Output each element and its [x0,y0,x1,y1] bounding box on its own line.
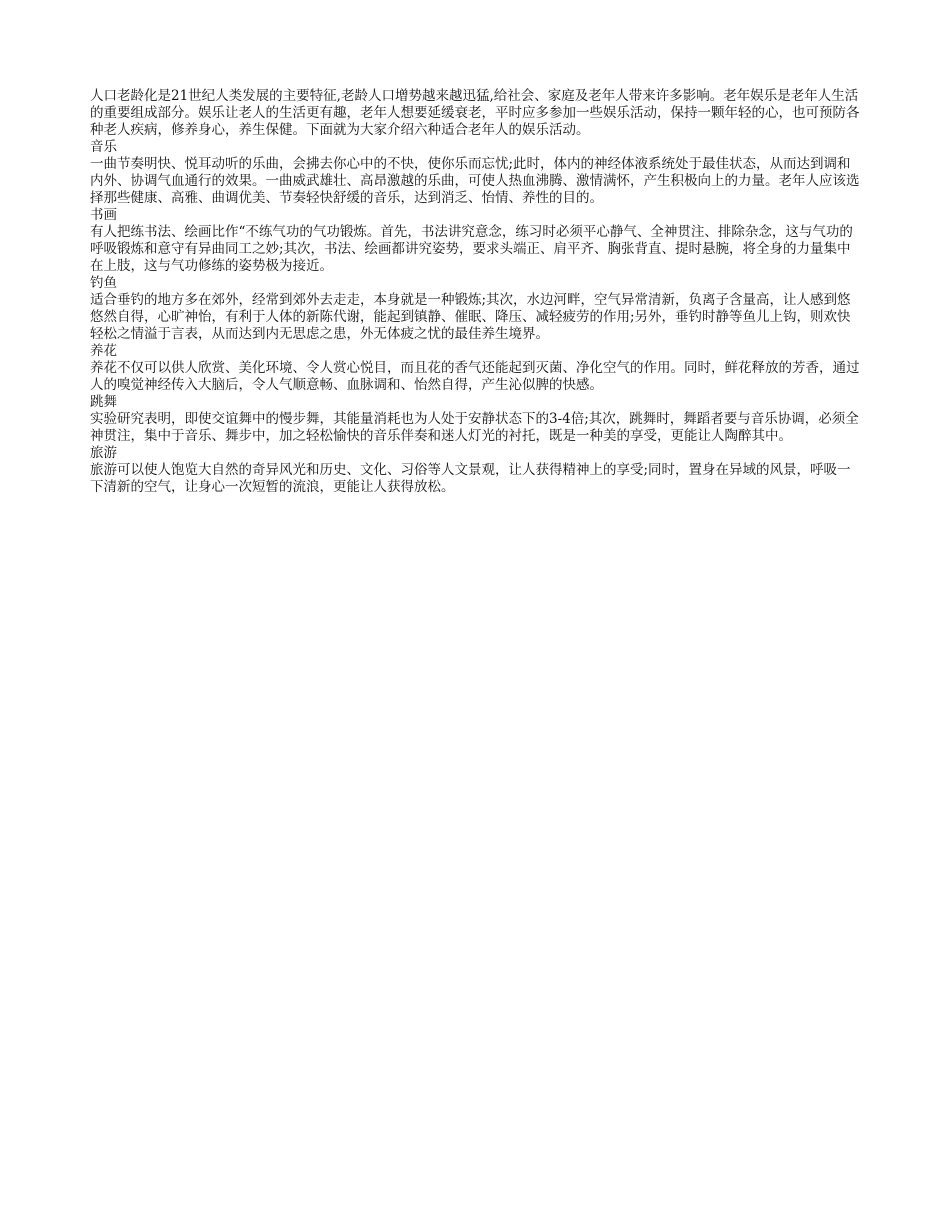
section-title-music: 音乐 [90,139,117,155]
section-title-gardening: 养花 [90,343,117,359]
section-body-fishing: 适合垂钓的地方多在郊外，经常到郊外去走走，本身就是一种锻炼;其次，水边河畔，空气异常清新，负离子含量高，让人感到悠悠然自得，心旷神怡，有利于人体的新陈代谢，能起到镇静、催眠、降压、减轻疲劳的作用;另外，垂钓时静等鱼儿上钩，则欢快轻松之情溢于言表，从而达到内无思虑之患，外无体疲之忧的最佳养生境界。 [90,292,851,342]
section-body-gardening: 养花不仅可以供人欣赏、美化环境、令人赏心悦目，而且花的香气还能起到灭菌、净化空气的作用。同时，鲜花释放的芳香，通过人的嗅觉神经传入大脑后，令人气顺意畅、血脉调和、怡然自得，产生沁似脾的快感。 [90,360,860,393]
section-title-calligraphy: 书画 [90,207,117,223]
section-body-music: 一曲节奏明快、悦耳动听的乐曲，会拂去你心中的不快，使你乐而忘忧;此时，体内的神经体液系统处于最佳状态，从而达到调和内外、协调气血通行的效果。一曲威武雄壮、高昂激越的乐曲，可使人热血沸腾、激情满怀，产生积极向上的力量。老年人应该选择那些健康、高雅、曲调优美、节奏轻快舒缓的音乐，达到消乏、怡情、养性的目的。 [90,156,860,206]
section-title-fishing: 钓鱼 [90,275,117,291]
section-body-travel: 旅游可以使人饱览大自然的奇异风光和历史、文化、习俗等人文景观，让人获得精神上的享受;同时，置身在异域的风景，呼吸一下清新的空气，让身心一次短暂的流浪，更能让人获得放松。 [90,462,851,495]
section-body-dancing: 实验研究表明，即使交谊舞中的慢步舞，其能量消耗也为人处于安静状态下的3-4倍;其次，跳舞时，舞蹈者要与音乐协调，必须全神贯注，集中于音乐、舞步中，加之轻松愉快的音乐伴奏和迷人灯光的衬托，既是一种美的享受，更能让人陶醉其中。 [90,411,859,444]
section-title-dancing: 跳舞 [90,394,117,410]
section-title-travel: 旅游 [90,445,117,461]
document-page [90,88,864,496]
section-body-calligraphy: 有人把练书法、绘画比作“不练气功的气功锻炼。首先，书法讲究意念，练习时必须平心静气、全神贯注、排除杂念，这与气功的呼吸锻炼和意守有异曲同工之妙;其次，书法、绘画都讲究姿势，要求头端正、肩平齐、胸张背直、提时悬腕，将全身的力量集中在上肢，这与气功修练的姿势极为接近。 [90,224,853,274]
intro-paragraph: 人口老龄化是21世纪人类发展的主要特征,老龄人口增势越来越迅猛,给社会、家庭及老年人带来许多影响。老年娱乐是老年人生活的重要组成部分。娱乐让老人的生活更有趣，老年人想要延缓衰老，平时应多参加一些娱乐活动，保持一颗年轻的心，也可预防各种老人疾病，修养身心，养生保健。下面就为大家介绍六种适合老年人的娱乐活动。 [90,88,860,138]
